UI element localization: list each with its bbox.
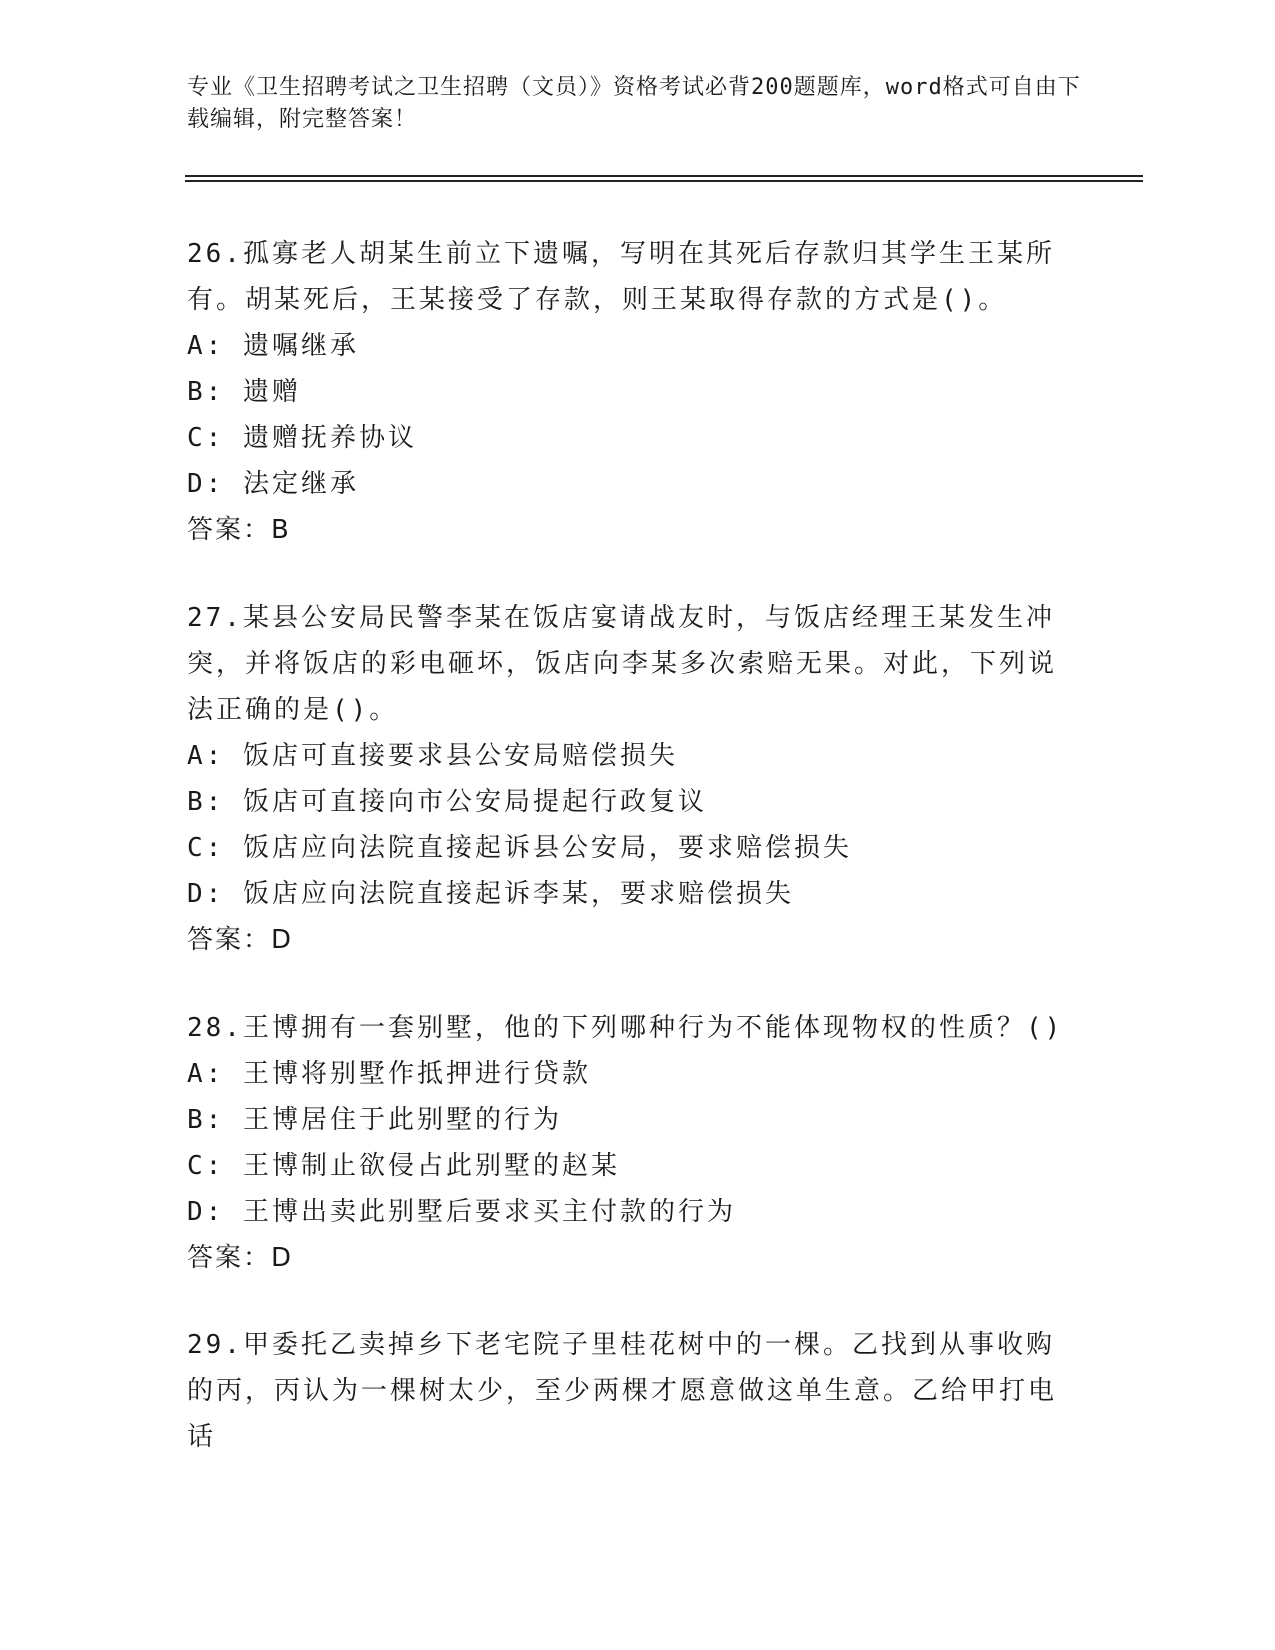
option-c: C: 饭店应向法院直接起诉县公安局，要求赔偿损失 — [187, 833, 852, 863]
option-d: D: 法定继承 — [187, 469, 359, 499]
option-c: C: 遗赠抚养协议 — [187, 423, 417, 453]
answer: 答案：D — [187, 1243, 294, 1273]
question-29 — [187, 1322, 1067, 1460]
question-stem: 26.孤寡老人胡某生前立下遗嘱，写明在其死后存款归其学生王某所有。胡某死后，王某接受了存款，则王某取得存款的方式是()。 — [187, 239, 1055, 315]
document-header: 专业《卫生招聘考试之卫生招聘（文员）》资格考试必背200题题库，word格式可自由下载编辑，附完整答案！ — [187, 75, 1081, 132]
option-a: A: 饭店可直接要求县公安局赔偿损失 — [187, 741, 678, 771]
option-b: B: 饭店可直接向市公安局提起行政复议 — [187, 787, 707, 817]
answer: 答案：D — [187, 925, 294, 955]
option-b: B: 王博居住于此别墅的行为 — [187, 1105, 562, 1135]
answer: 答案：B — [187, 515, 291, 545]
question-27 — [187, 595, 1067, 963]
option-d: D: 饭店应向法院直接起诉李某，要求赔偿损失 — [187, 879, 794, 909]
option-b: B: 遗赠 — [187, 377, 301, 407]
option-c: C: 王博制止欲侵占此别墅的赵某 — [187, 1151, 620, 1181]
header-divider-top — [185, 175, 1143, 177]
question-28 — [187, 1005, 1067, 1281]
option-a: A: 遗嘱继承 — [187, 331, 359, 361]
question-stem: 28.王博拥有一套别墅，他的下列哪种行为不能体现物权的性质？() — [187, 1013, 1064, 1043]
question-stem: 29.甲委托乙卖掉乡下老宅院子里桂花树中的一棵。乙找到从事收购的丙，丙认为一棵树太少，至少两棵才愿意做这单生意。乙给甲打电话 — [187, 1330, 1058, 1452]
option-d: D: 王博出卖此别墅后要求买主付款的行为 — [187, 1197, 736, 1227]
question-26 — [187, 231, 1067, 553]
header-divider-bottom — [185, 180, 1143, 182]
option-a: A: 王博将别墅作抵押进行贷款 — [187, 1059, 591, 1089]
question-stem: 27.某县公安局民警李某在饭店宴请战友时，与饭店经理王某发生冲突，并将饭店的彩电砸坏，饭店向李某多次索赔无果。对此，下列说法正确的是()。 — [187, 603, 1058, 725]
